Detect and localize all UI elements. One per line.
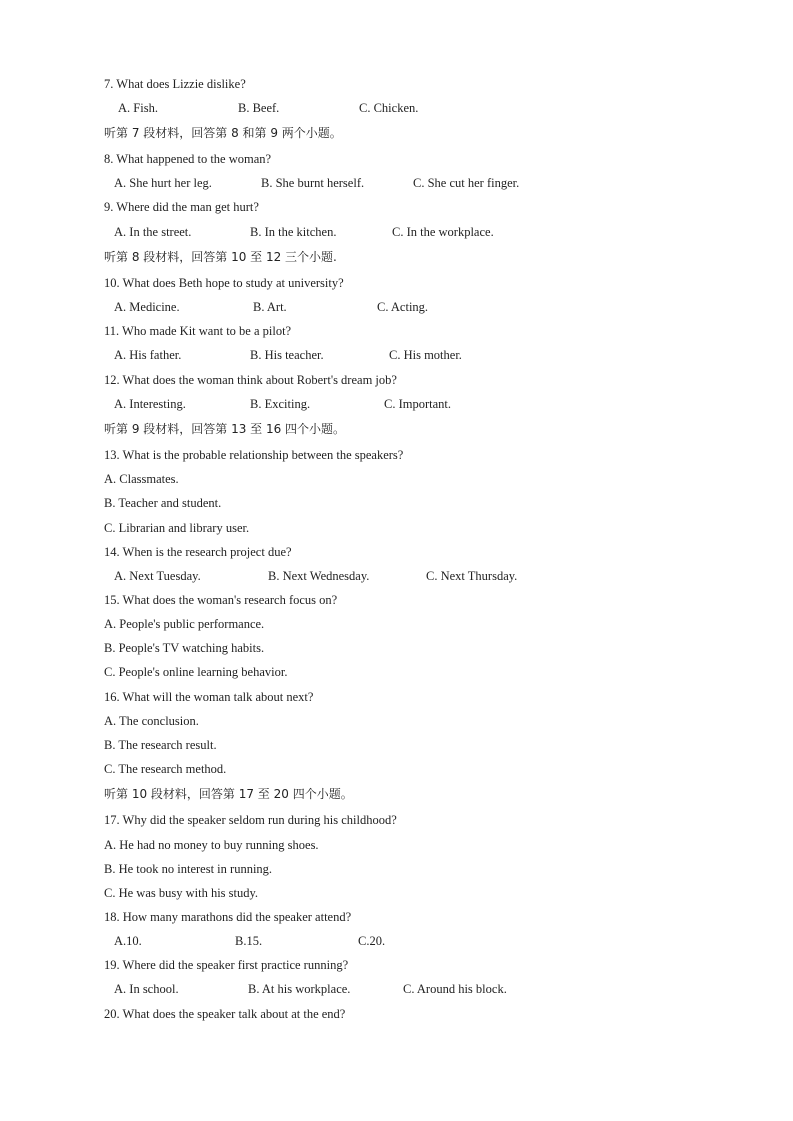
section-9-instruction: 听第 9 段材料，回答第 13 至 16 四个小题。 — [104, 422, 346, 436]
section-10-instruction: 听第 10 段材料，回答第 17 至 20 四个小题。 — [104, 787, 353, 801]
question-9-stem: 9. Where did the man get hurt? — [104, 200, 259, 214]
option-b: B. Exciting. — [250, 397, 311, 411]
option-c: C. In the workplace. — [392, 225, 494, 239]
option-b: B.15. — [235, 934, 263, 948]
option-a: A.10. — [114, 934, 142, 948]
question-16-stem: 16. What will the woman talk about next? — [104, 690, 314, 704]
option-c: C. Acting. — [377, 300, 429, 314]
question-20-stem: 20. What does the speaker talk about at the end? — [104, 1007, 346, 1021]
option-c: C. Next Thursday. — [426, 569, 518, 583]
question-13-option-c: C. Librarian and library user. — [104, 521, 250, 535]
question-13-option-b: B. Teacher and student. — [104, 496, 222, 510]
option-b: B. In the kitchen. — [250, 225, 337, 239]
option-a: A. Interesting. — [114, 397, 186, 411]
question-8-stem: 8. What happened to the woman? — [104, 152, 272, 166]
question-13-option-a: A. Classmates. — [104, 472, 179, 486]
question-17-stem: 17. Why did the speaker seldom run during his childhood? — [104, 813, 397, 827]
question-7-stem: 7. What does Lizzie dislike? — [104, 77, 246, 91]
option-c: C. Around his block. — [403, 982, 507, 996]
option-b: B. At his workplace. — [248, 982, 351, 996]
question-16-option-c: C. The research method. — [104, 762, 227, 776]
question-17-option-b: B. He took no interest in running. — [104, 862, 273, 876]
option-a: A. Medicine. — [114, 300, 180, 314]
question-15-option-b: B. People's TV watching habits. — [104, 641, 265, 655]
option-a: A. Fish. — [118, 101, 158, 115]
option-a: A. In the street. — [114, 225, 192, 239]
option-b: B. Next Wednesday. — [268, 569, 370, 583]
question-17-option-a: A. He had no money to buy running shoes. — [104, 838, 319, 852]
question-16-option-b: B. The research result. — [104, 738, 217, 752]
option-b: B. She burnt herself. — [261, 176, 365, 190]
question-13-stem: 13. What is the probable relationship between the speakers? — [104, 448, 404, 462]
option-a: A. Next Tuesday. — [114, 569, 201, 583]
question-19-stem: 19. Where did the speaker first practice running? — [104, 958, 349, 972]
option-a: A. His father. — [114, 348, 182, 362]
option-c: C.20. — [358, 934, 386, 948]
option-b: B. Art. — [253, 300, 287, 314]
question-15-option-c: C. People's online learning behavior. — [104, 665, 288, 679]
question-11-stem: 11. Who made Kit want to be a pilot? — [104, 324, 292, 338]
option-c: C. She cut her finger. — [413, 176, 520, 190]
section-7-instruction: 听第 7 段材料，回答第 8 和第 9 两个小题。 — [104, 126, 342, 140]
question-16-option-a: A. The conclusion. — [104, 714, 199, 728]
option-b: B. Beef. — [238, 101, 280, 115]
option-a: A. In school. — [114, 982, 179, 996]
question-12-stem: 12. What does the woman think about Robert's dream job? — [104, 373, 397, 387]
question-17-option-c: C. He was busy with his study. — [104, 886, 259, 900]
option-c: C. Important. — [384, 397, 452, 411]
question-15-option-a: A. People's public performance. — [104, 617, 265, 631]
option-c: C. Chicken. — [359, 101, 419, 115]
option-a: A. She hurt her leg. — [114, 176, 212, 190]
option-b: B. His teacher. — [250, 348, 324, 362]
option-c: C. His mother. — [389, 348, 462, 362]
section-8-instruction: 听第 8 段材料，回答第 10 至 12 三个小题. — [104, 250, 337, 264]
question-14-stem: 14. When is the research project due? — [104, 545, 292, 559]
question-10-stem: 10. What does Beth hope to study at university? — [104, 276, 344, 290]
question-15-stem: 15. What does the woman's research focus on? — [104, 593, 338, 607]
question-18-stem: 18. How many marathons did the speaker attend? — [104, 910, 352, 924]
